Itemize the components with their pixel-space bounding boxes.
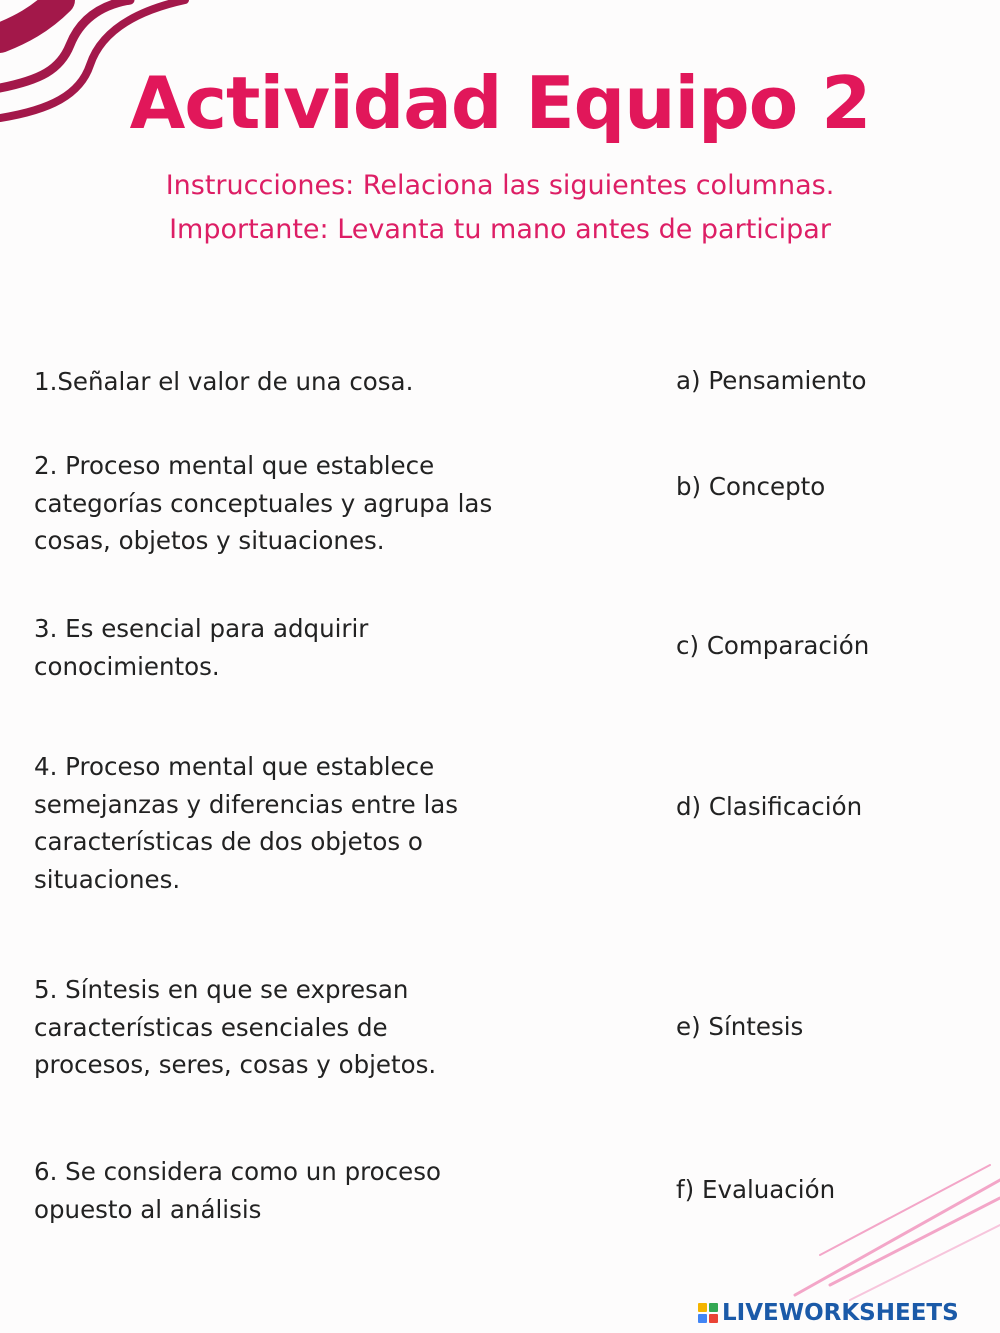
answer-b: b) Concepto: [676, 472, 826, 501]
answer-f: f) Evaluación: [676, 1175, 836, 1204]
liveworksheets-brand[interactable]: [698, 1296, 959, 1330]
page-title: Actividad Equipo 2: [129, 61, 871, 145]
question-1: 1.Señalar el valor de una cosa.: [34, 367, 414, 396]
liveworksheets-logo-icon: [698, 1303, 718, 1323]
answer-a: a) Pensamiento: [676, 366, 867, 395]
question-6: 6. Se considera como un proceso opuesto al análisis: [34, 1157, 441, 1224]
question-4: 4. Proceso mental que establece semejanzas y diferencias entre las características de dos objetos o situaciones.: [34, 752, 459, 894]
answer-e: e) Síntesis: [676, 1012, 804, 1041]
question-3: 3. Es esencial para adquirir conocimientos.: [34, 614, 369, 681]
instructions-text: Instrucciones: Relaciona las siguientes columnas.: [165, 170, 835, 201]
question-5: 5. Síntesis en que se expresan características esenciales de procesos, seres, cosas y objetos.: [34, 975, 437, 1079]
question-2: 2. Proceso mental que establece categorías conceptuales y agrupa las cosas, objetos y situaciones.: [34, 451, 493, 555]
brand-name: LIVEWORKSHEETS: [722, 1300, 959, 1326]
answer-c: c) Comparación: [676, 631, 870, 660]
answer-d: d) Clasificación: [676, 792, 863, 821]
important-note: Importante: Levanta tu mano antes de participar: [169, 214, 831, 245]
